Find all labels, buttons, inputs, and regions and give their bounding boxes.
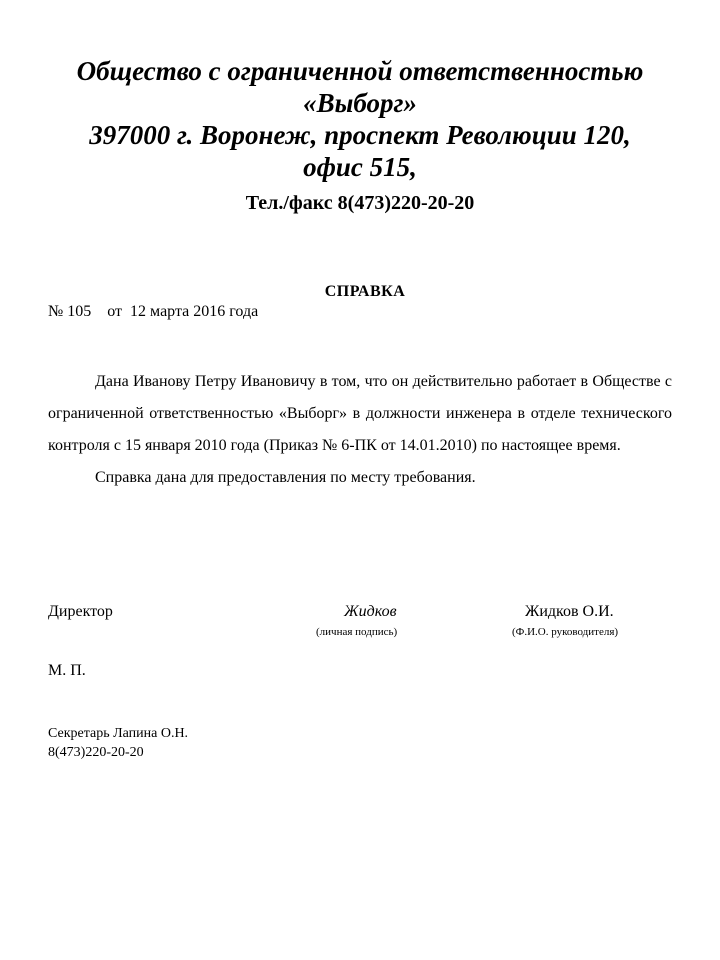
body-paragraph-1: Дана Иванову Петру Ивановичу в том, что он действительно работает в Обществе с ограниченной ответственностью «Выборг» в должности инженера в отделе технического контроля с 15 января 2010 года (Приказ № 6-ПК от 14.01.2010) по настоящее время.: [48, 373, 672, 454]
document-date: от 12 марта 2016 года: [107, 303, 259, 320]
document-title: СПРАВКА: [324, 283, 406, 300]
address-line-1: 397000 г. Воронеж, проспект Революции 120,: [89, 120, 631, 150]
stamp-place: М. П.: [48, 662, 86, 679]
signer-position: Директор: [48, 603, 113, 620]
signer-name-caption: (Ф.И.О. руководителя): [512, 626, 619, 638]
document-number: № 105: [48, 303, 92, 320]
handwritten-signature: Жидков: [344, 603, 397, 620]
document-number-line: [48, 303, 258, 321]
address-line-2: офис 515,: [303, 152, 417, 182]
secretary-phone: 8(473)220-20-20: [48, 745, 144, 760]
secretary-name: Секретарь Лапина О.Н.: [48, 726, 189, 741]
signer-name: Жидков О.И.: [525, 603, 614, 620]
document-body: [48, 366, 672, 494]
org-name: Общество с ограниченной ответственностью: [76, 56, 644, 86]
body-paragraph-2: Справка дана для предоставления по месту требования.: [95, 469, 476, 486]
signature-caption: (личная подпись): [316, 626, 398, 638]
org-phone: Тел./факс 8(473)220-20-20: [245, 192, 475, 214]
letterhead: [0, 55, 720, 215]
org-name-quoted: «Выборг»: [303, 88, 417, 118]
